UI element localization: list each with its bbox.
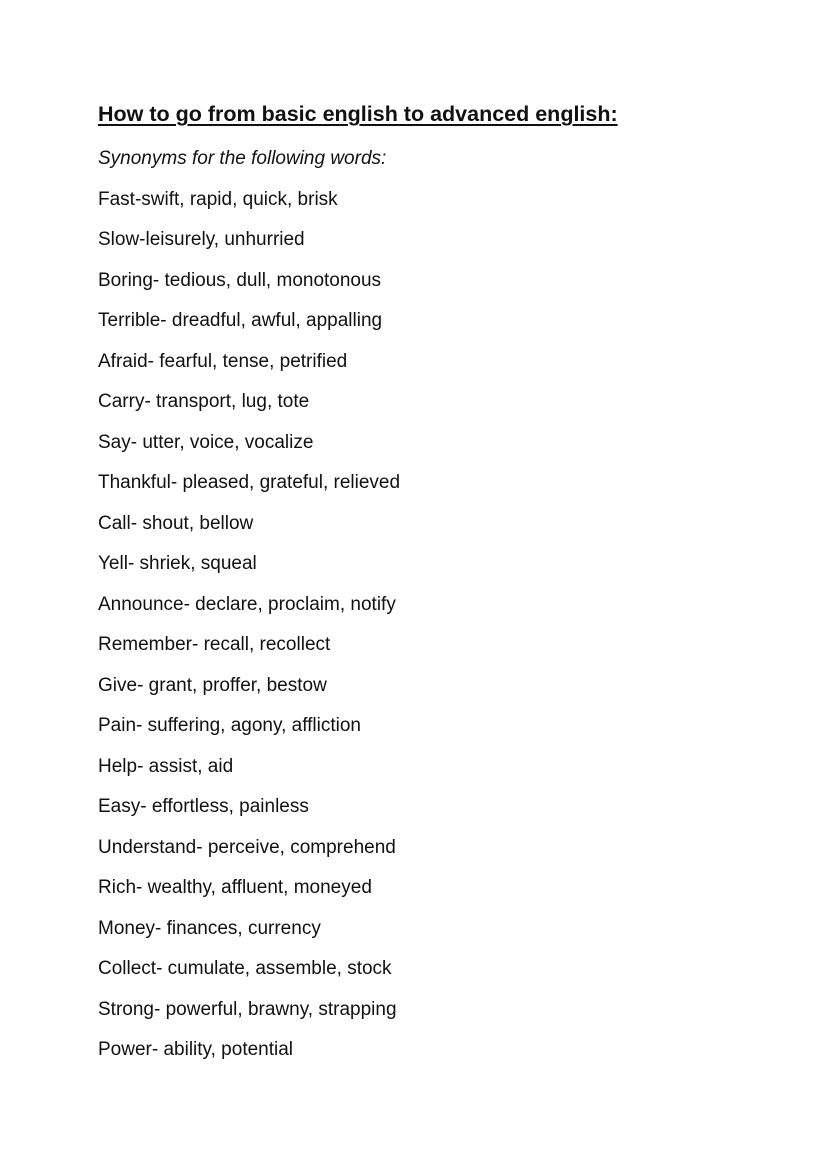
synonym-entry: Money- finances, currency xyxy=(98,917,321,939)
document-title: How to go from basic english to advanced english: xyxy=(98,102,618,126)
synonym-entry: Power- ability, potential xyxy=(98,1039,294,1060)
synonym-entry: Call- shout, bellow xyxy=(98,512,254,534)
synonym-entry: Help- assist, aid xyxy=(98,755,234,777)
synonym-entry: Collect- cumulate, assemble, stock xyxy=(98,958,392,979)
synonym-entry: Afraid- fearful, tense, petrified xyxy=(98,350,348,372)
synonym-entry: Thankful- pleased, grateful, relieved xyxy=(98,472,401,493)
synonym-entry: Slow-leisurely, unhurried xyxy=(98,229,305,250)
synonym-entry: Rich- wealthy, affluent, moneyed xyxy=(98,877,372,898)
synonym-entry: Yell- shriek, squeal xyxy=(98,553,257,574)
synonym-entry: Fast-swift, rapid, quick, brisk xyxy=(98,188,338,210)
document-page xyxy=(98,99,778,1071)
synonym-entry: Announce- declare, proclaim, notify xyxy=(98,593,396,615)
synonym-entry: Terrible- dreadful, awful, appalling xyxy=(98,310,383,331)
synonym-entry: Carry- transport, lug, tote xyxy=(98,391,310,412)
synonym-list xyxy=(98,180,778,1071)
synonym-entry: Boring- tedious, dull, monotonous xyxy=(98,269,382,291)
document-subtitle: Synonyms for the following words: xyxy=(98,148,387,169)
synonym-entry: Pain- suffering, agony, affliction xyxy=(98,715,361,736)
synonym-entry: Give- grant, proffer, bestow xyxy=(98,674,327,696)
synonym-entry: Easy- effortless, painless xyxy=(98,796,309,817)
synonym-entry: Strong- powerful, brawny, strapping xyxy=(98,998,397,1020)
synonym-entry: Remember- recall, recollect xyxy=(98,634,331,655)
synonym-entry: Understand- perceive, comprehend xyxy=(98,836,396,858)
synonym-entry: Say- utter, voice, vocalize xyxy=(98,431,314,453)
